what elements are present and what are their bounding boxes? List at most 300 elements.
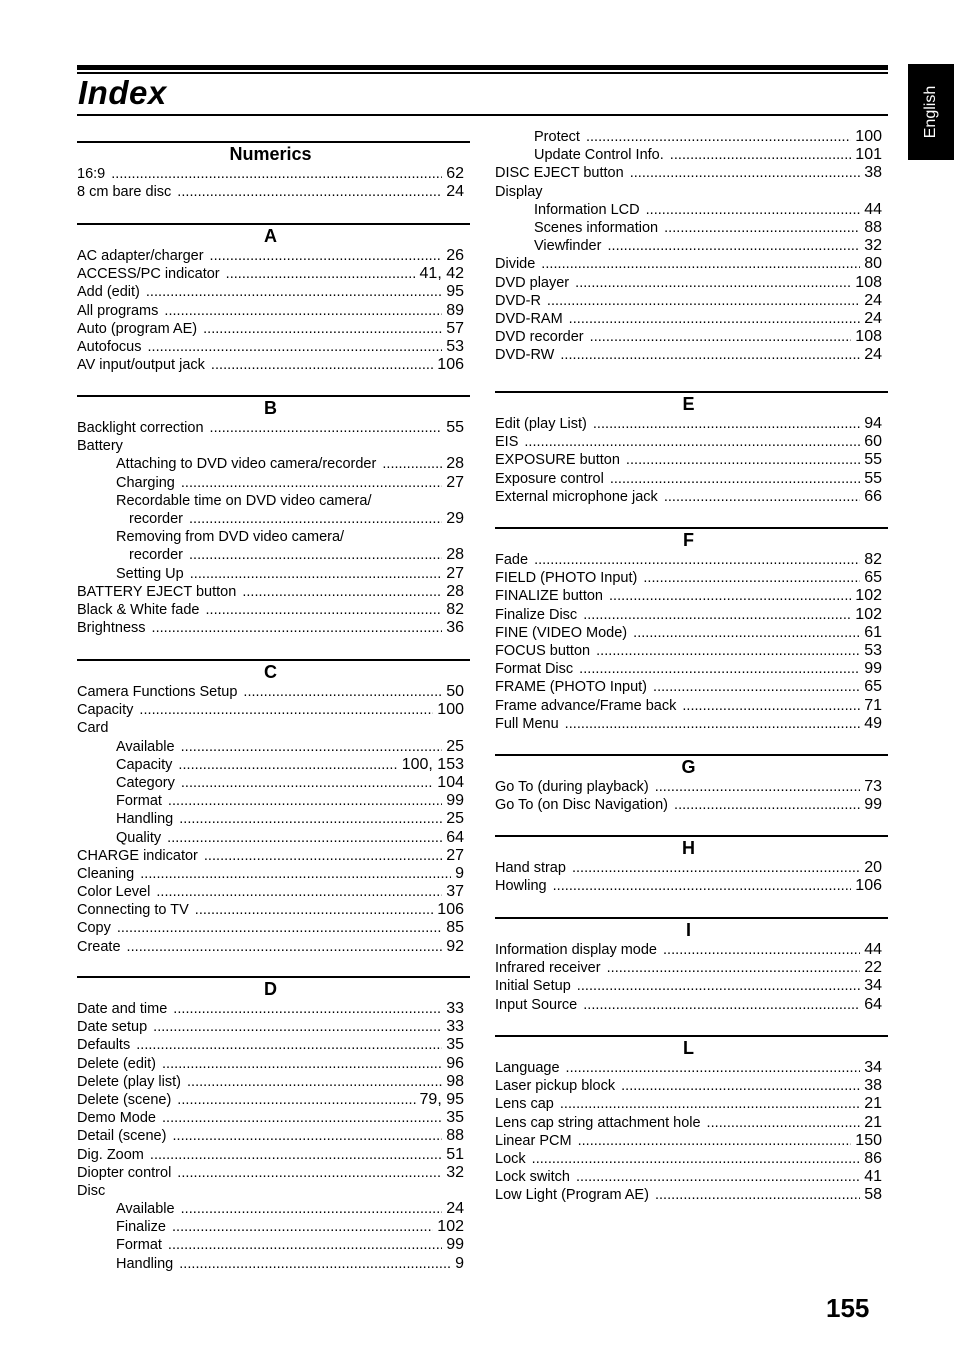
dot-leader: [148, 338, 443, 356]
index-entry: [77, 1000, 470, 1018]
entry-term: Battery: [77, 438, 123, 455]
dot-leader: [243, 683, 442, 701]
entry-term: Demo Mode: [77, 1110, 156, 1127]
entry-term: Format: [116, 1237, 162, 1254]
index-entry: [495, 660, 888, 678]
index-entry: [77, 683, 470, 701]
entry-page: 106: [437, 356, 464, 374]
dot-leader: [117, 919, 442, 937]
dot-leader: [607, 237, 860, 255]
index-entry: [77, 283, 470, 301]
index-entry: [77, 1218, 470, 1236]
dot-leader: [140, 865, 451, 883]
entry-page: 101: [855, 146, 882, 164]
index-entry: [77, 455, 470, 473]
dot-leader: [187, 1073, 442, 1091]
dot-leader: [242, 583, 442, 601]
dot-leader: [590, 328, 852, 346]
index-entry: [77, 492, 470, 510]
entry-term: Exposure control: [495, 470, 604, 487]
index-entry: [77, 938, 470, 956]
index-entry: [495, 977, 888, 995]
dot-leader: [195, 901, 434, 919]
entry-term: Finalize: [116, 1219, 166, 1236]
entry-page: 27: [446, 473, 464, 491]
entry-page: 71: [864, 696, 882, 714]
entry-term: Add (edit): [77, 284, 140, 301]
entry-term: Autofocus: [77, 338, 142, 355]
entry-page: 57: [446, 319, 464, 337]
entry-term: Handling: [116, 1255, 174, 1272]
entry-term: Camera Functions Setup: [77, 684, 238, 700]
index-entry: [495, 488, 888, 506]
entry-page: 28: [446, 455, 464, 473]
entry-page: 89: [446, 301, 464, 319]
index-entry: [495, 642, 888, 660]
dot-leader: [206, 601, 443, 619]
index-entry: [77, 565, 470, 583]
language-tab: [908, 64, 954, 160]
entry-page: 102: [437, 1218, 464, 1236]
index-entry: [77, 320, 470, 338]
index-section: [495, 527, 888, 733]
dot-leader: [177, 1091, 415, 1109]
index-section: [495, 128, 888, 364]
entry-term: BATTERY EJECT button: [77, 583, 237, 600]
dot-leader: [674, 796, 860, 814]
dot-leader: [190, 565, 442, 583]
dot-leader: [211, 356, 433, 374]
index-entry: [77, 474, 470, 492]
dot-leader: [181, 474, 442, 492]
entry-term: recorder: [129, 547, 183, 564]
entry-term: DVD-RAM: [495, 310, 563, 327]
dot-leader: [152, 619, 443, 637]
entry-page: 86: [864, 1149, 882, 1167]
entry-term: FINE (VIDEO Mode): [495, 624, 628, 641]
dot-leader: [524, 433, 860, 451]
dot-leader: [633, 624, 860, 642]
entry-page: 94: [864, 415, 882, 432]
entry-page: 51: [446, 1145, 464, 1163]
entry-page: 60: [864, 433, 882, 451]
index-entry: [77, 738, 470, 756]
entry-term: Language: [495, 1060, 560, 1076]
entry-term: Protect: [534, 129, 580, 145]
dot-leader: [560, 1095, 860, 1113]
index-entry: [77, 865, 470, 883]
entry-page: 99: [446, 1236, 464, 1254]
dot-leader: [177, 183, 442, 201]
entry-page: 65: [864, 569, 882, 587]
index-entry: [495, 292, 888, 310]
entry-term: 16:9: [77, 166, 106, 182]
index-entry: [495, 128, 888, 146]
dot-leader: [572, 859, 860, 877]
dot-leader: [168, 1236, 442, 1254]
entry-term: Edit (play List): [495, 416, 587, 432]
entry-term: Available: [116, 738, 175, 755]
index-entry: [77, 774, 470, 792]
index-entry: [495, 877, 888, 895]
entry-term: Capacity: [77, 702, 134, 719]
index-entry: [495, 1150, 888, 1168]
entry-page: 106: [437, 901, 464, 919]
dot-leader: [664, 488, 860, 506]
entry-page: 99: [446, 792, 464, 810]
entry-page: 61: [864, 623, 882, 641]
index-entry: [495, 255, 888, 273]
entry-term: FIELD (PHOTO Input): [495, 570, 638, 587]
index-entry: [495, 1095, 888, 1113]
entry-page: 88: [864, 218, 882, 236]
dot-leader: [167, 829, 442, 847]
entry-term: CHARGE indicator: [77, 847, 198, 864]
dot-leader: [646, 201, 861, 219]
entry-term: All programs: [77, 302, 159, 319]
dot-leader: [607, 959, 861, 977]
dot-leader: [181, 738, 443, 756]
entry-page: 41, 42: [419, 265, 464, 283]
entry-term: DVD player: [495, 274, 570, 291]
page-title: Index: [78, 74, 167, 111]
entry-term: Disc: [77, 1182, 106, 1199]
entry-page: 44: [864, 941, 882, 958]
entry-page: 44: [864, 200, 882, 218]
dot-leader: [707, 1114, 861, 1132]
index-entry: [77, 883, 470, 901]
index-entry: [495, 796, 888, 814]
index-entry: [77, 437, 470, 455]
entry-page: 33: [446, 1000, 464, 1017]
entry-term: FOCUS button: [495, 642, 591, 659]
entry-term: Connecting to TV: [77, 902, 189, 919]
entry-page: 27: [446, 846, 464, 864]
dot-leader: [682, 697, 860, 715]
index-entry: [77, 1127, 470, 1145]
dot-leader: [172, 1218, 433, 1236]
dot-leader: [653, 678, 860, 696]
entry-page: 34: [864, 1059, 882, 1076]
entry-page: 82: [446, 600, 464, 618]
entry-term: DISC EJECT button: [495, 165, 624, 182]
index-entry: [77, 1018, 470, 1036]
index-section: [495, 1035, 888, 1205]
index-entry: [77, 847, 470, 865]
entry-page: 26: [446, 247, 464, 264]
entry-page: 99: [864, 796, 882, 814]
index-section: [77, 659, 470, 956]
entry-term: Category: [116, 774, 175, 791]
index-entry: [77, 265, 470, 283]
dot-leader: [226, 265, 416, 283]
entry-page: 24: [864, 346, 882, 364]
dot-leader: [168, 792, 442, 810]
dot-leader: [210, 419, 443, 437]
entry-page: 98: [446, 1072, 464, 1090]
index-entry: [77, 719, 470, 737]
entry-term: AV input/output jack: [77, 357, 205, 374]
index-section: [77, 395, 470, 637]
index-entry: [77, 183, 470, 201]
index-entry: [77, 1091, 470, 1109]
entry-term: Information LCD: [534, 201, 640, 218]
index-entry: [495, 678, 888, 696]
entry-page: 99: [864, 660, 882, 678]
entry-page: 55: [864, 451, 882, 469]
entry-term: Dig. Zoom: [77, 1146, 144, 1163]
entry-page: 38: [864, 164, 882, 182]
index-entry: [495, 624, 888, 642]
entry-term: Setting Up: [116, 565, 184, 582]
entry-term: Defaults: [77, 1037, 131, 1054]
entry-term: Input Source: [495, 996, 578, 1013]
entry-term: FINALIZE button: [495, 588, 603, 605]
section-heading: H: [682, 838, 695, 858]
dot-leader: [178, 756, 397, 774]
index-entry: [77, 510, 470, 528]
index-entry: [77, 619, 470, 637]
index-entry: [495, 715, 888, 733]
index-entry: [77, 356, 470, 374]
dot-leader: [173, 1000, 442, 1018]
dot-leader: [569, 310, 861, 328]
entry-term: Hand strap: [495, 860, 566, 876]
dot-leader: [153, 1018, 442, 1036]
entry-page: 34: [864, 977, 882, 995]
section-heading: B: [264, 398, 277, 418]
index-section: [77, 976, 470, 1273]
index-entry: [495, 451, 888, 469]
index-entry: [495, 415, 888, 433]
page-number: 155: [826, 1293, 870, 1323]
entry-term: Color Level: [77, 884, 151, 901]
index-entry: [77, 583, 470, 601]
entry-term: Go To (on Disc Navigation): [495, 797, 669, 814]
entry-term: FRAME (PHOTO Input): [495, 679, 648, 696]
dot-leader: [164, 302, 442, 320]
section-heading: A: [264, 226, 277, 246]
dot-leader: [162, 1109, 442, 1127]
dot-leader: [609, 587, 851, 605]
index-entry: [495, 959, 888, 977]
index-entry: [495, 859, 888, 877]
dot-leader: [610, 470, 860, 488]
section-heading: D: [264, 979, 277, 999]
dot-leader: [626, 451, 860, 469]
entry-page: 25: [446, 737, 464, 755]
entry-page: 102: [855, 587, 882, 605]
entry-page: 64: [446, 828, 464, 846]
entry-term: 8 cm bare disc: [77, 184, 172, 201]
language-tab-label: English: [922, 85, 940, 139]
index-entry: [495, 164, 888, 182]
entry-term: Delete (scene): [77, 1091, 172, 1108]
entry-term: Finalize Disc: [495, 606, 578, 623]
entry-page: 55: [446, 419, 464, 436]
entry-page: 36: [446, 619, 464, 637]
entry-term: Lock: [495, 1150, 526, 1167]
entry-page: 32: [446, 1163, 464, 1181]
entry-page: 24: [446, 183, 464, 201]
entry-term: DVD-RW: [495, 347, 555, 364]
index-entry: [77, 701, 470, 719]
dot-leader: [203, 320, 442, 338]
dot-leader: [172, 1127, 442, 1145]
index-entry: [495, 237, 888, 255]
dot-leader: [565, 715, 861, 733]
entry-page: 150: [855, 1131, 882, 1149]
entry-page: 21: [864, 1113, 882, 1131]
entry-page: 92: [446, 937, 464, 955]
entry-page: 28: [446, 546, 464, 564]
entry-term: Linear PCM: [495, 1132, 572, 1149]
header-rule-thick: [77, 65, 888, 70]
entry-page: 29: [446, 509, 464, 527]
index-section: [495, 754, 888, 814]
entry-term: DVD-R: [495, 292, 541, 309]
index-entry: [495, 1168, 888, 1186]
entry-page: 62: [446, 165, 464, 182]
entry-page: 95: [446, 283, 464, 301]
entry-term: Diopter control: [77, 1164, 172, 1181]
dot-leader: [136, 1036, 442, 1054]
dot-leader: [150, 1146, 442, 1164]
index-entry: [77, 338, 470, 356]
entry-term: Full Menu: [495, 715, 559, 732]
entry-term: Format: [116, 793, 162, 810]
section-heading: G: [681, 757, 696, 777]
index-entry: [495, 606, 888, 624]
index-entry: [495, 778, 888, 796]
index-entry: [77, 546, 470, 564]
index-entry: [77, 1164, 470, 1182]
section-heading: C: [264, 662, 277, 682]
index-entry: [495, 551, 888, 569]
entry-term: Removing from DVD video camera/: [116, 529, 345, 546]
dot-leader: [139, 701, 433, 719]
dot-leader: [541, 255, 860, 273]
entry-page: 24: [446, 1200, 464, 1218]
dot-leader: [664, 219, 860, 237]
index-entry: [495, 146, 888, 164]
index-entry: [495, 1059, 888, 1077]
entry-term: Recordable time on DVD video camera/: [116, 492, 372, 509]
index-section: [77, 223, 470, 374]
dot-leader: [547, 292, 860, 310]
entry-page: 35: [446, 1036, 464, 1054]
section-heading: E: [682, 394, 695, 414]
index-entry: [495, 470, 888, 488]
entry-term: Create: [77, 938, 121, 955]
entry-term: Howling: [495, 878, 547, 895]
index-entry: [77, 419, 470, 437]
entry-term: Fade: [495, 552, 529, 568]
entry-page: 100: [437, 701, 464, 719]
dot-leader: [655, 1186, 860, 1204]
index-entry: [495, 1077, 888, 1095]
entry-term: Display: [495, 183, 543, 200]
entry-term: Information display mode: [495, 942, 657, 958]
entry-term: AC adapter/charger: [77, 248, 204, 264]
entry-page: 50: [446, 683, 464, 700]
dot-leader: [583, 996, 860, 1014]
entry-page: 22: [864, 959, 882, 977]
entry-page: 108: [855, 328, 882, 346]
index-entry: [495, 328, 888, 346]
index-section: [495, 835, 888, 895]
entry-page: 33: [446, 1018, 464, 1036]
entry-page: 49: [864, 714, 882, 732]
dot-leader: [575, 274, 851, 292]
dot-leader: [553, 877, 852, 895]
entry-term: Update Control Info.: [534, 147, 664, 164]
entry-page: 24: [864, 291, 882, 309]
entry-page: 102: [855, 605, 882, 623]
index-entry: [495, 310, 888, 328]
dot-leader: [181, 1200, 443, 1218]
entry-term: Go To (during playback): [495, 779, 649, 795]
index-entry: [77, 810, 470, 828]
entry-page: 58: [864, 1186, 882, 1204]
index-entry: [495, 941, 888, 959]
section-heading: F: [683, 530, 694, 550]
entry-term: ACCESS/PC indicator: [77, 266, 220, 283]
index-entry: [77, 1255, 470, 1273]
dot-leader: [532, 1150, 861, 1168]
entry-term: Brightness: [77, 620, 146, 637]
index-entry: [495, 1132, 888, 1150]
entry-page: 41: [864, 1168, 882, 1186]
dot-leader: [655, 778, 861, 796]
dot-leader: [586, 128, 851, 146]
entry-term: Card: [77, 720, 109, 737]
dot-leader: [577, 977, 860, 995]
entry-page: 106: [855, 877, 882, 895]
index-entry: [77, 901, 470, 919]
index-entry: [495, 996, 888, 1014]
dot-leader: [162, 1055, 442, 1073]
index-entry: [495, 219, 888, 237]
entry-page: 32: [864, 237, 882, 255]
entry-page: 9: [455, 1254, 464, 1272]
index-entry: [77, 792, 470, 810]
entry-term: Viewfinder: [534, 238, 602, 255]
entry-term: Lock switch: [495, 1169, 570, 1186]
entry-term: Capacity: [116, 756, 173, 773]
entry-term: Low Light (Program AE): [495, 1187, 649, 1204]
index-entry: [77, 1236, 470, 1254]
index-entry: [77, 756, 470, 774]
entry-page: 85: [446, 919, 464, 937]
dot-leader: [670, 146, 852, 164]
dot-leader: [579, 660, 860, 678]
entry-term: External microphone jack: [495, 488, 658, 505]
dot-leader: [111, 165, 442, 183]
entry-page: 27: [446, 564, 464, 582]
entry-term: Detail (scene): [77, 1128, 167, 1145]
index-entry: [495, 587, 888, 605]
entry-page: 55: [864, 469, 882, 487]
dot-leader: [663, 941, 860, 959]
entry-page: 24: [864, 309, 882, 327]
index-entry: [77, 1146, 470, 1164]
entry-term: Divide: [495, 256, 536, 273]
index-entry: [77, 302, 470, 320]
entry-page: 82: [864, 551, 882, 568]
index-entry: [77, 1200, 470, 1218]
index-entry: [77, 829, 470, 847]
